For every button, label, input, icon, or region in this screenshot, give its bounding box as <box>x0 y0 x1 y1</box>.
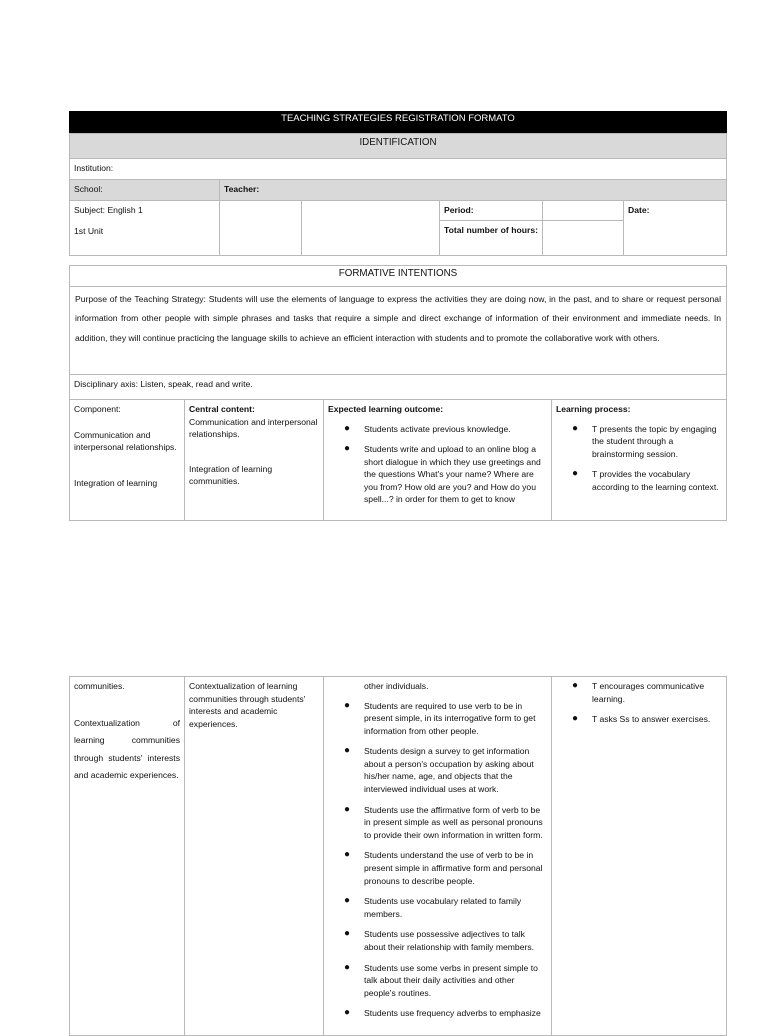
blank-cell-2 <box>301 200 440 256</box>
outcome-item: ● Students are required to use verb to be in present simple, in its interrogative form to get information from other people. <box>342 700 547 738</box>
total-hours-label: Total number of hours: <box>444 225 538 235</box>
learning-process-cell <box>551 399 727 521</box>
component-cell-cont <box>69 676 185 1036</box>
expected-outcome-cell-cont <box>323 676 552 1036</box>
total-hours-cell <box>439 220 543 256</box>
date-label: Date: <box>628 205 650 215</box>
central-content-cell-cont <box>184 676 324 1036</box>
institution-field <box>69 158 727 180</box>
date-cell <box>623 200 727 256</box>
period-value <box>542 200 624 221</box>
central-content-cell <box>184 399 324 521</box>
school-field <box>69 179 220 201</box>
hours-value <box>542 220 624 256</box>
identification-heading: IDENTIFICATION <box>69 133 727 159</box>
outcome-item: ● Students use vocabulary related to family members. <box>342 895 547 920</box>
process-item: ● T presents the topic by engaging the student through a brainstorming session. <box>570 423 722 461</box>
outcome-item: ● Students understand the use of verb to be in present simple in affirmative form and personal pronouns to describe people. <box>342 849 547 887</box>
outcome-continuation: other individuals. <box>364 681 429 691</box>
outcome-item: ● Students write and upload to an online blog a short dialogue in which they use greetings and the questions What's your name? Where are you from? How old are you? and How do you spell...? in order for them to get to know <box>342 443 547 506</box>
school-label: School: <box>74 184 103 194</box>
process-item: ● T encourages communicative learning. <box>570 680 722 705</box>
purpose-text: Purpose of the Teaching Strategy: Students will use the elements of language to express the activities they are doing now, in the past, and to share or request personal information from other people with simple phrases and tasks that require a simple and direct exchange of information of their environment and immediate needs. In addition, they will continue practicing the language skills to achieve an efficient interaction with students and to promote the collaborative work with others. <box>69 286 727 375</box>
component-header: Component: <box>74 404 121 414</box>
period-label: Period: <box>444 205 474 215</box>
central-item: Integration of learning communities. <box>189 463 273 486</box>
form-title: TEACHING STRATEGIES REGISTRATION FORMATO <box>69 111 727 133</box>
blank-cell-1 <box>219 200 302 256</box>
period-cell <box>439 200 543 221</box>
teacher-field <box>219 179 727 201</box>
central-item: Contextualization of learning communities through students' interests and academic experiences. <box>189 681 306 729</box>
unit-text: 1st Unit <box>74 225 104 236</box>
component-item: Communication and interpersonal relationships. <box>74 429 177 452</box>
component-cell <box>69 399 185 521</box>
outcome-item: ● Students use the affirmative form of verb to be in present simple as well as personal pronouns to provide their own information in written form. <box>342 804 547 842</box>
teacher-label: Teacher: <box>224 184 260 194</box>
learning-process-cell-cont <box>551 676 727 1036</box>
disciplinary-axis: Disciplinary axis: Listen, speak, read and write. <box>69 374 727 400</box>
expected-outcome-header: Expected learning outcome: <box>328 404 444 414</box>
component-item: communities. <box>74 681 125 691</box>
outcome-item: ● Students use frequency adverbs to emphasize <box>342 1007 547 1020</box>
formative-heading: FORMATIVE INTENTIONS <box>69 265 727 287</box>
expected-outcome-cell <box>323 399 552 521</box>
institution-label: Institution: <box>74 163 114 173</box>
central-item: Communication and interpersonal relationships. <box>189 416 318 439</box>
outcome-item: ● Students activate previous knowledge. <box>342 423 547 436</box>
subject-text: Subject: English 1 <box>74 205 143 215</box>
outcome-item: ● Students design a survey to get information about a person's occupation by asking about his/her name, age, and objects that the interviewed individual uses at work. <box>342 745 547 795</box>
learning-process-header: Learning process: <box>556 404 631 414</box>
component-item: Integration of learning <box>74 477 158 488</box>
process-item: ● T provides the vocabulary according to the learning context. <box>570 468 722 493</box>
component-item: Contextualization of learning communities through students' interests and academic experiences. <box>74 717 180 780</box>
outcome-item: ● Students use possessive adjectives to talk about their relationship with family members. <box>342 928 547 953</box>
process-item: ● T asks Ss to answer exercises. <box>570 713 722 726</box>
subject-cell <box>69 200 220 256</box>
central-content-header: Central content: <box>189 404 255 414</box>
outcome-item: ● Students use some verbs in present simple to talk about their daily activities and other people's routines. <box>342 962 547 1000</box>
